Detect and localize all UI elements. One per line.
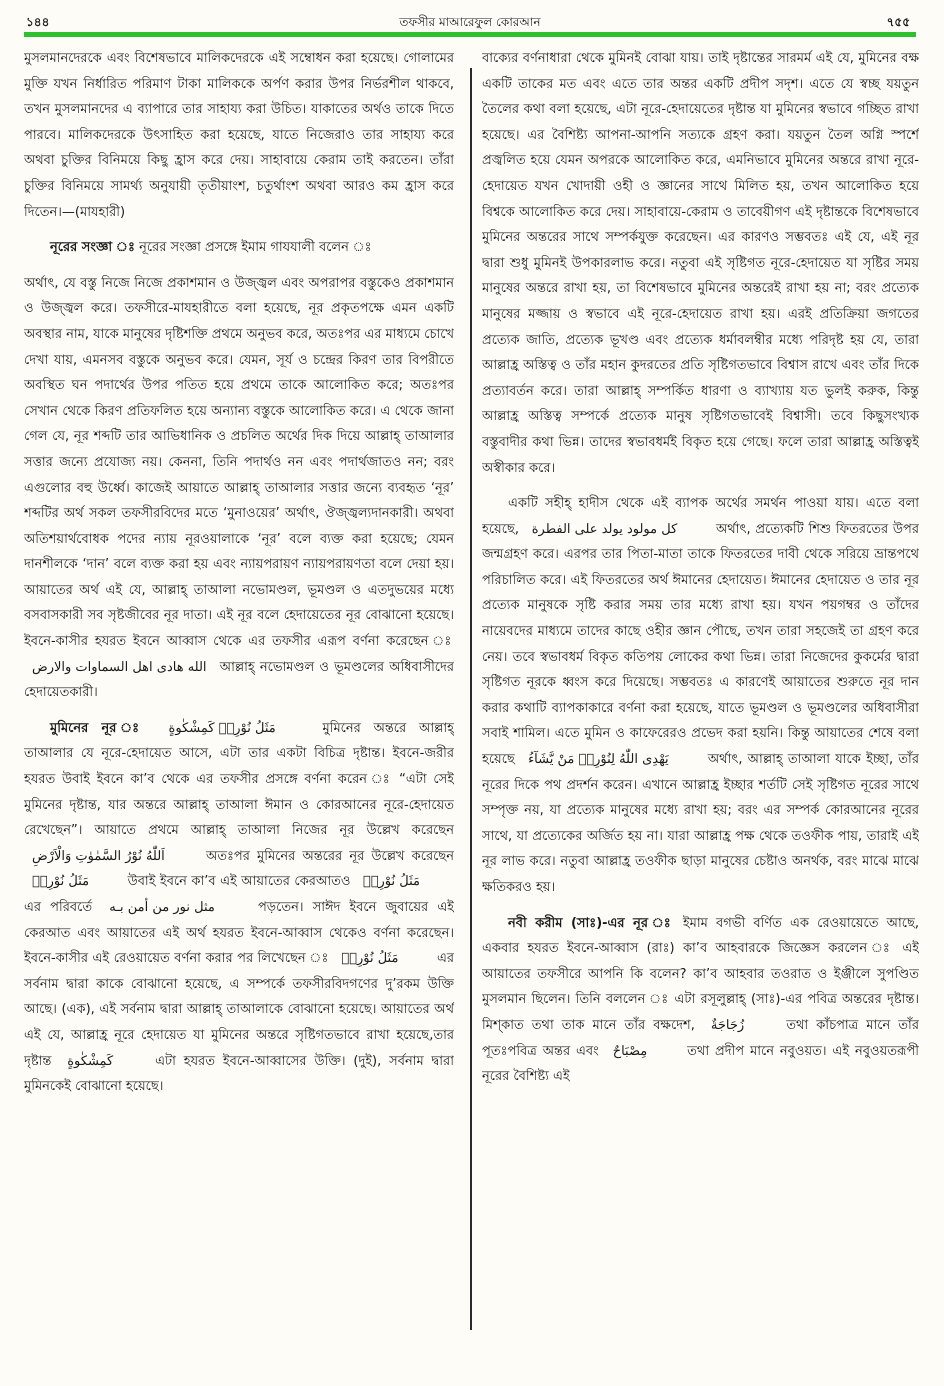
arabic-text: مَثَلُ نُوْرِهٖ — [341, 951, 399, 967]
arabic-text: مَثَلُ نُوْرِهٖ — [32, 874, 90, 890]
arabic-text: كل مولود يولد على الفطرة — [531, 521, 678, 537]
text-run: অর্থাৎ, প্রত্যেকটি শিশু ফিতরতের উপর জন্মগ্রহণ করে। এরপর তার পিতা-মাতা তাকে ফিতরতের দাবী থেকে সরিয়ে ভ্রান্তপথে পরিচালিত করে। এই ফিতরতের অর্থ ঈমানের হেদায়েত। ঈমানের হেদায়েত ও তার নূর প্রত্যেক মানুষকে সৃষ্টি করার সময় তার মধ্যে রাখা হয়। যখন পয়গম্বর ও তাঁদের নায়েবদের মাধ্যমে তাদের কাছে ওহীর জ্ঞান পৌছে, তখন তারা সহজেই তা গ্রহণ করে নেয়। তবে স্বভাবধর্ম বিকৃত কতিপয় লোকের কথা ভিন্ন। তারা নিজেদের কুকর্মের দ্বারা সৃষ্টিগত নূরকে ধ্বংস করে দিয়েছে। সম্ভবতঃ এ কারণেই আয়াতের শুরুতে নূর দান করার কথাটি ব্যাপকাকারে বর্ণনা করা হয়েছে, যাতে ভূমণ্ডল ও ভূমণ্ডলের অধিবাসীরা সবাই শামিল। এতে মুমিন ও কাফেরেরও প্রভেদ করা হয়নি। কিন্তু আয়াতের শেষে বলা হয়েছে — [482, 521, 919, 768]
page-number-left: ১৪৪ — [26, 15, 50, 29]
arabic-text: مَثَلُ نُوْرِهٖ كَمِشْكٰوةٍ — [168, 720, 276, 736]
text-run: এর সর্বনাম দ্বারা কাকে বোঝানো হয়েছে, এ সম্পর্কে তফসীরবিদগণের দু’রকম উক্তি আছে। (এক), এই সর্বনাম দ্বারা আল্লাহ্ তাআলাকে বোঝানো হয়েছে। আয়াতের অর্থ এই যে, আল্লাহ্র নূরে হেদায়েত যা মুমিনের অন্তরে সৃষ্টিগতভাবে রাখা হয়েছে,তার দৃষ্টান্ত — [24, 951, 454, 1069]
paragraph — [24, 271, 454, 706]
column-divider — [470, 68, 472, 1330]
paragraph — [24, 235, 454, 261]
text-run: এটা হযরত ইবনে-আব্বাসের উক্তি। (দুই), সর্বনাম দ্বারা মুমিনকেই বোঝানো হয়েছে। — [24, 1053, 454, 1095]
book-title: তফসীর মাআরেফুল কোরআন — [399, 15, 541, 29]
arabic-text: كَمِشْكٰوةٍ — [67, 1053, 114, 1069]
text-run: নূরের সংজ্ঞা প্রসঙ্গে ইমাম গাযযালী বলেন ঃ — [139, 240, 372, 256]
text-run: অতঃপর মুমিনের অন্তরের নূর উল্লেখ করেছেন — [205, 848, 454, 864]
section-heading: নবী করীম (সাঃ)-এর নূর ঃ — [508, 915, 675, 931]
header-rule — [24, 32, 916, 37]
text-run: অর্থাৎ, যে বস্তু নিজে নিজে প্রকাশমান ও উজ্জ্বল এবং অপরাপর বস্তুকেও প্রকাশমান ও উজ্জ্বল করে। তফসীরে-মাযহারীতে বলা হয়েছে, নূর প্রকৃতপক্ষে এমন একটি অবস্থার নাম, যাকে মানুষের দৃষ্টিশক্তি প্রথমে অনুভব করে, অতঃপর এর মাধ্যমে চোখে দেখা যায়, এমনসব বস্তুকে অনুভব করে। যেমন, সূর্য ও চন্দ্রের কিরণ তার বিপরীতে অবস্থিত ঘন পদার্থের উপর পতিত হয়ে প্রথমে তাকে আলোকিত করে; অতঃপর সেখান থেকে কিরণ প্রতিফলিত হয়ে অন্যান্য বস্তুকে আলোকিত করে। এ থেকে জানা গেল যে, নূর শব্দটি তার আভিধানিক ও প্রচলিত অর্থের দিক দিয়ে আল্লাহ্ তাআলার সত্তার জন্যে প্রযোজ্য নয়। কেননা, তিনি পদার্থও নন এবং পদার্থজাতও নন; বরং এগুলোর বহু উর্ধ্বে। কাজেই আয়াতে আল্লাহ্ তাআলার সত্তার জন্যে ব্যবহৃত ‘নূর’ শব্দটির অর্থ সকল তফসীরবিদের মতে ‘মুনাওয়ের’ অর্থাৎ, ঔজ্জ্বল্যদানকারী। অথবা অতিশয়ার্থবোধক পদের ন্যায় নূরওয়ালাকে ‘নূর’ বলে ব্যক্ত করা হয়েছে; যেমন দানশীলকে ‘দান’ বলে ব্যক্ত করা হয় এবং ন্যায়পরায়ণ ন্যায়পরায়ণতা বলে দেয়া হয়। আয়াতের অর্থ এই যে, আল্লাহ্ তাআলা নভোমণ্ডল, ভূমণ্ডল ও এতদুভয়ের মধ্যে বসবাসকারী সব সৃষ্টজীবের নূর দাতা। এই নূর বলে হেদায়েতের নূর বোঝানো হয়েছে। ইবনে-কাসীর হযরত ইবনে আব্বাস থেকে এর তফসীর এরূপ বর্ণনা করেছেন ঃ — [24, 275, 454, 650]
text-run: তথা কাঁচপাত্র মানে তাঁর পূতঃপবিত্র অন্তর এবং — [482, 1017, 919, 1059]
arabic-text: الله هادى اهل السماوات والارض — [32, 659, 207, 675]
section-heading: নূরের সংজ্ঞা ঃ — [50, 240, 135, 256]
right-column — [482, 46, 919, 1346]
arabic-text: مِصْبَاحٌ — [612, 1043, 648, 1059]
arabic-text: زُجَاجَةٌ — [710, 1017, 745, 1033]
arabic-text: اَللّٰهُ نُوْرُ السَّمٰوٰتِ وَالْاَرْضِ — [32, 848, 165, 864]
left-column — [24, 46, 454, 1346]
paragraph — [482, 911, 919, 1090]
text-run: তথা প্রদীপ মানে নবুওয়ত। এই নবুওয়তরূপী নূরের বৈশিষ্ট্য এই — [482, 1043, 919, 1085]
text-run: পড়তেন। সাঈদ ইবনে জুবায়ের এই কেরআত এবং আয়াতের এই অর্থ হযরত ইবনে-আব্বাস থেকেও বর্ণনা করেছেন। ইবনে-কাসীর এই রেওয়ায়েত বর্ণনা করার পর লিখেছেন ঃ — [24, 900, 454, 967]
section-heading: মুমিনের নূর ঃ — [50, 720, 148, 736]
text-run: ইমাম বগভী বর্ণিত এক রেওয়ায়েতে আছে, একবার হযরত ইবনে-আব্বাস (রাঃ) কা’ব আহবারকে জিজ্ঞেস করলেন ঃ এই আয়াতের তফসীরে আপনি কি বলেন? কা’ব আহবার তওরাত ও ইঞ্জীলে সুপণ্ডিত মুসলমান ছিলেন। তিনি বললেন ঃ এটা রসূলুল্লাহ্ (সাঃ)-এর পবিত্র অন্তরের দৃষ্টান্ত। মিশ্‌কাত তথা তাক মানে তাঁর বক্ষদেশ, — [482, 915, 919, 1033]
paragraph: মুসলমানদেরকে এবং বিশেষভাবে মালিকদেরকে এই সম্বোধন করা হয়েছে। গোলামের মুক্তি যখন নির্ধারিত পরিমাণ টাকা মালিককে অর্পণ করার উপর নির্ভরশীল থাকবে, তখন মুসলমানদের এ ব্যাপারে তার সাহায্য করা উচিত। যাকাতের অর্থও তাকে দিতে পারবে। মালিকদেরকে উৎসাহিত করা হয়েছে, যাতে নিজেরাও তার সাহায্য করে অথবা চুক্তির বিনিময়ে কিছু হ্রাস করে দেয়। সাহাবায়ে কেরাম তাই করতেন। তাঁরা চুক্তির বিনিময়ে সামর্থ্য অনুযায়ী তৃতীয়াংশ, চতুর্থাংশ অথবা আরও কম হ্রাস করে দিতেন।—(মাযহারী) — [24, 51, 454, 220]
text-run: মুমিনের অন্তরে আল্লাহ্ তাআলার যে নূরে-হেদায়েত আসে, এটা তার একটা বিচিত্র দৃষ্টান্ত। ইবনে-জরীর হযরত উবাই ইবনে কা’ব থেকে এর তফসীর প্রসঙ্গে বর্ণনা করেন ঃ “এটা সেই মুমিনের দৃষ্টান্ত, যার অন্তরে আল্লাহ্ তাআলা ঈমান ও কোরআনের নূরে-হেদায়েত রেখেছেন”। আয়াতে প্রথমে আল্লাহ্ তাআলা নিজের নূর উল্লেখ করেছেন — [24, 720, 454, 839]
paragraph: বাক্যের বর্ণনাধারা থেকে মুমিনই বোঝা যায়। তাই দৃষ্টান্তের সারমর্ম এই যে, মুমিনের বক্ষ একটি তাকের মত এবং এতে তার অন্তর একটি প্রদীপ সদৃশ। এতে যে স্বচ্ছ যয়তুন তৈলের কথা বলা হয়েছে, এটা নূরে-হেদায়েতের দৃষ্টান্ত যা মুমিনের স্বভাবে গচ্ছিত রাখা হয়েছে। এর বৈশিষ্ট্য আপনা-আপনি সত্যকে গ্রহণ করা। যয়তুন তৈল অগ্নি স্পর্শে প্রজ্বলিত হয়ে যেমন অপরকে আলোকিত করে, এমনিভাবে মুমিনের অন্তরে রাখা নূরে-হেদায়েত যখন খোদায়ী ওহী ও জ্ঞানের সাথে মিলিত হয়, তখন আলোকিত হয়ে বিশ্বকে আলোকিত করে দেয়। সাহাবায়ে-কেরাম ও তাবেয়ীগণ এই দৃষ্টান্তকে বিশেষভাবে মুমিনের অন্তরের সাথে সম্পর্কযুক্ত করেছেন। এর কারণও সম্ভবতঃ এই যে, এই নূর দ্বারা শুধু মুমিনই উপকারলাভ করে। নতুবা এই সৃষ্টিগত নূরে-হেদায়েত যা সৃষ্টির সময় মানুষের অন্তরে রাখা হয়, তা বিশেষভাবে মুমিনের অন্তরেই রাখা হয় না; বরং প্রত্যেক মানুষের মজ্জায় ও স্বভাবে এই নূরে-হেদায়েত রাখা হয়। এরই প্রতিক্রিয়া জগতের প্রত্যেক জাতি, প্রত্যেক ভূখণ্ড এবং প্রত্যেক ধর্মাবলম্বীর মধ্যে পরিদৃষ্ট হয় যে, তারা আল্লাহ্র অস্তিত্ব ও তাঁর মহান কুদরতের প্রতি সৃষ্টিগতভাবে বিশ্বাস রাখে এবং তাঁর দিকে প্রত্যাবর্তন করে। তারা আল্লাহ্ সম্পর্কিত ধারণা ও ব্যাখ্যায় যত ভুলই করুক, কিন্তু আল্লাহ্র অস্তিত্ব সম্পর্কে প্রত্যেক মানুষ সৃষ্টিগতভাবেই বিশ্বাসী। তবে কিছুসংখ্যক বস্তুবাদীর কথা ভিন্ন। তাদের স্বভাবধর্মই বিকৃত হয়ে গেছে। ফলে তারা আল্লাহ্র অস্তিত্বই অস্বীকার করে। — [482, 51, 919, 476]
text-run: একটি সহীহ্ হাদীস থেকে এই ব্যাপক অর্থের সমর্থন পাওয়া যায়। এতে বলা হয়েছে, — [482, 496, 919, 537]
text-run: অর্থাৎ, আল্লাহ্ তাআলা যাকে ইচ্ছা, তাঁর নূরের দিকে পথ প্রদর্শন করেন। এখানে আল্লাহ্র ইচ্ছার শর্তটি সেই সৃষ্টিগত নূরের সাথে সম্পৃক্ত নয়, যা প্রত্যেক মানুষের মধ্যে রাখা হয়; বরং এর সম্পর্ক কোরআনের নূরের সাথে, যা প্রত্যেকের অর্জিত হয় না। যারা আল্লাহ্র পক্ষ থেকে তওফীক পায়, তারাই এই নূর লাভ করে। নতুবা আল্লাহ্র তওফীক ছাড়া মানুষের চেষ্টাও অনর্থক, বরং মাঝে মাঝে ক্ষতিকরও হয়। — [482, 752, 919, 895]
arabic-text: يَهْدِى اللّٰهُ لِنُوْرِهٖ مَنْ يَّشَآءُ — [528, 752, 669, 768]
running-header — [24, 14, 916, 30]
paragraph — [482, 491, 919, 901]
text-run: উবাই ইবনে কা’ব এই আয়াতের কেরআতও — [127, 874, 351, 890]
page-number-right: ৭৫৫ — [886, 15, 910, 29]
text-run: আল্লাহ্ নভোমণ্ডল ও ভূমণ্ডলের অধিবাসীদের হেদায়েতকারী। — [24, 659, 454, 701]
arabic-text: مَثَلُ نُوْرِهٖ — [362, 874, 420, 890]
text-run: এর পরিবর্তে — [24, 900, 93, 915]
paragraph — [24, 716, 454, 1100]
arabic-text: مثل نور من أمن بـه — [109, 900, 215, 915]
